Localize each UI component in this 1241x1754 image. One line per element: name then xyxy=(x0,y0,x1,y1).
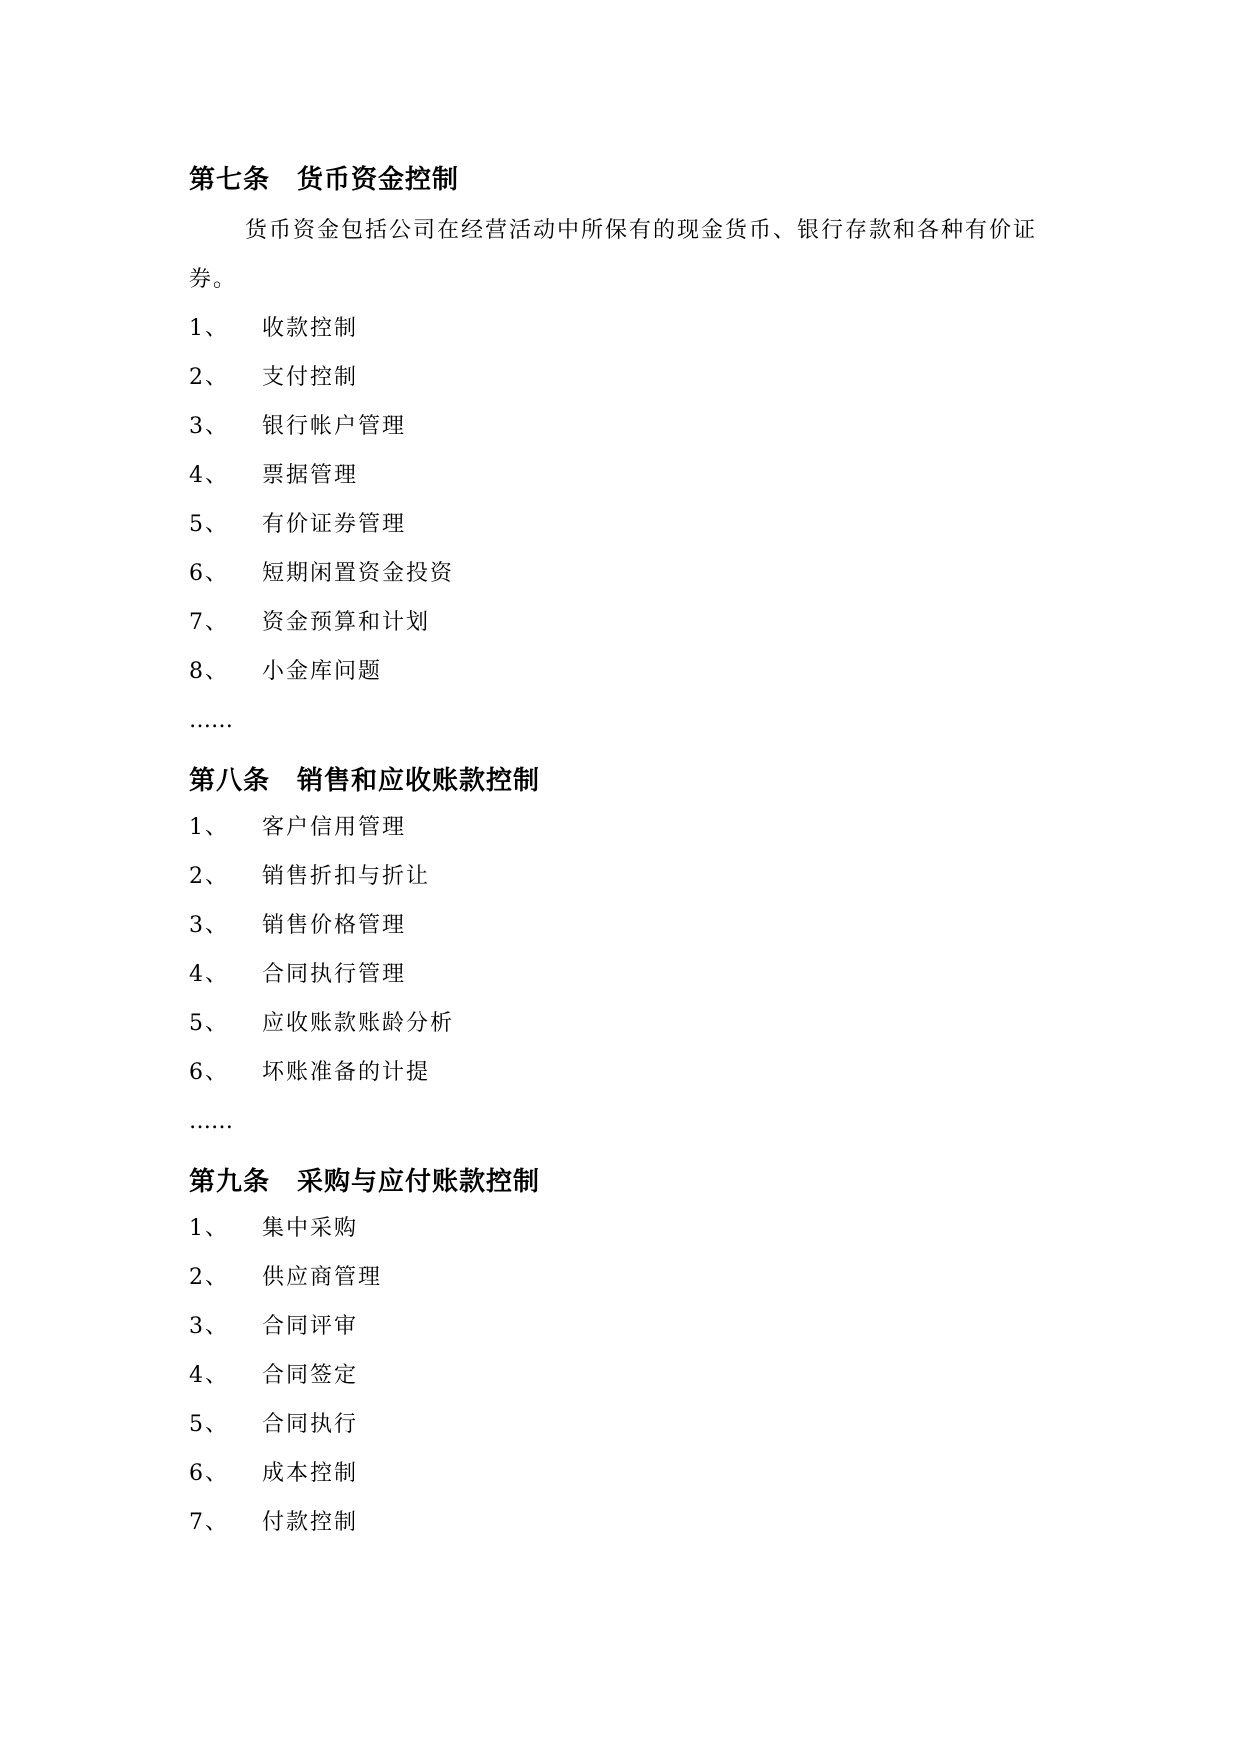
section-heading-9: 第九条 采购与应付账款控制 xyxy=(189,1167,541,1197)
list-item-number: 6、 xyxy=(189,561,229,586)
list-item xyxy=(189,304,1059,353)
list-item-text: 小金库问题 xyxy=(262,659,383,684)
section-7-ellipsis: …… xyxy=(189,708,233,733)
list-item-number: 1、 xyxy=(189,316,229,341)
list-item-number: 4、 xyxy=(189,962,229,987)
list-item xyxy=(189,647,1059,696)
list-item-number: 1、 xyxy=(189,1216,229,1241)
list-item-text: 客户信用管理 xyxy=(262,815,407,840)
list-item-number: 5、 xyxy=(189,1412,229,1437)
list-item xyxy=(189,1400,1059,1449)
list-item xyxy=(189,549,1059,598)
list-item-text: 合同评审 xyxy=(262,1314,359,1339)
list-item xyxy=(189,901,1059,950)
list-item-number: 2、 xyxy=(189,864,229,889)
document-content xyxy=(189,158,1059,1547)
list-item-text: 合同执行管理 xyxy=(262,962,407,987)
list-item-number: 2、 xyxy=(189,1265,229,1290)
list-item xyxy=(189,500,1059,549)
section-spacer xyxy=(189,1146,1059,1160)
list-item-number: 7、 xyxy=(189,610,229,635)
list-item-text: 供应商管理 xyxy=(262,1265,383,1290)
section-8-list xyxy=(189,803,1059,1097)
list-item-text: 短期闲置资金投资 xyxy=(262,561,455,586)
list-item-text: 销售价格管理 xyxy=(262,913,407,938)
list-item-text: 有价证券管理 xyxy=(262,512,407,537)
list-item xyxy=(189,803,1059,852)
list-item-number: 7、 xyxy=(189,1510,229,1535)
list-item-text: 支付控制 xyxy=(262,365,359,390)
list-item-text: 合同签定 xyxy=(262,1363,359,1388)
section-9-list xyxy=(189,1204,1059,1547)
list-item-number: 6、 xyxy=(189,1060,229,1085)
list-item-text: 资金预算和计划 xyxy=(262,610,431,635)
list-item-number: 6、 xyxy=(189,1461,229,1486)
list-item-text: 合同执行 xyxy=(262,1412,359,1437)
list-item xyxy=(189,353,1059,402)
list-item-text: 销售折扣与折让 xyxy=(262,864,431,889)
section-heading-8: 第八条 销售和应收账款控制 xyxy=(189,766,541,796)
list-item xyxy=(189,598,1059,647)
list-item xyxy=(189,1253,1059,1302)
list-item-number: 1、 xyxy=(189,815,229,840)
list-item-text: 集中采购 xyxy=(262,1216,359,1241)
list-item xyxy=(189,451,1059,500)
list-item-text: 付款控制 xyxy=(262,1510,359,1535)
list-item-number: 4、 xyxy=(189,1363,229,1388)
list-item xyxy=(189,402,1059,451)
list-item-text: 银行帐户管理 xyxy=(262,414,407,439)
list-item-number: 4、 xyxy=(189,463,229,488)
list-item-text: 应收账款账龄分析 xyxy=(262,1011,455,1036)
list-item-number: 2、 xyxy=(189,365,229,390)
section-8-ellipsis: …… xyxy=(189,1109,233,1134)
section-7-list xyxy=(189,304,1059,696)
list-item-number: 5、 xyxy=(189,512,229,537)
list-item xyxy=(189,1449,1059,1498)
list-item-number: 8、 xyxy=(189,659,229,684)
section-heading-7: 第七条 货币资金控制 xyxy=(189,165,460,195)
list-item-text: 成本控制 xyxy=(262,1461,359,1486)
list-item-text: 收款控制 xyxy=(262,316,359,341)
section-spacer xyxy=(189,745,1059,759)
list-item xyxy=(189,1498,1059,1547)
list-item-text: 票据管理 xyxy=(262,463,359,488)
list-item-number: 5、 xyxy=(189,1011,229,1036)
list-item-number: 3、 xyxy=(189,414,229,439)
list-item xyxy=(189,1204,1059,1253)
list-item-text: 坏账准备的计提 xyxy=(262,1060,431,1085)
list-item xyxy=(189,1351,1059,1400)
list-item-number: 3、 xyxy=(189,913,229,938)
list-item xyxy=(189,1048,1059,1097)
list-item xyxy=(189,1302,1059,1351)
section-7-paragraph: 货币资金包括公司在经营活动中所保有的现金货币、银行存款和各种有价证券。 xyxy=(189,218,1038,292)
list-item-number: 3、 xyxy=(189,1314,229,1339)
list-item xyxy=(189,999,1059,1048)
list-item xyxy=(189,852,1059,901)
list-item xyxy=(189,950,1059,999)
